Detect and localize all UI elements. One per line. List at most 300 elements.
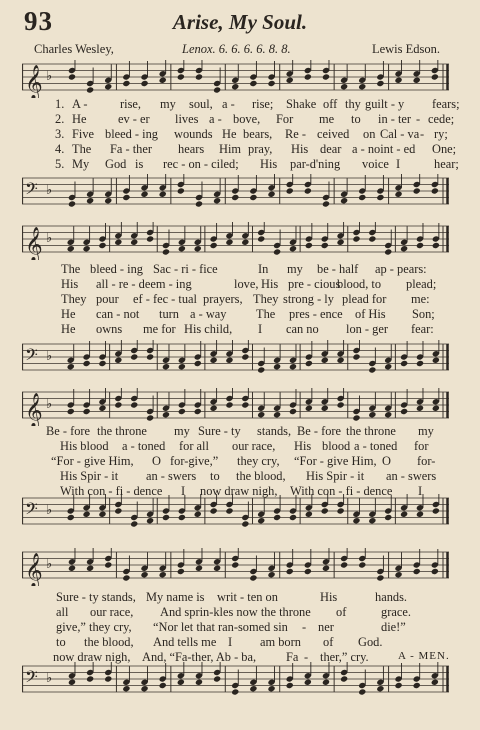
lyric-word: plead; bbox=[406, 277, 437, 291]
note-head bbox=[210, 242, 218, 249]
lyric-word: - bbox=[420, 127, 425, 141]
lyric-word: a - toned bbox=[122, 439, 166, 453]
note-head bbox=[384, 514, 392, 521]
treble-clef-icon: 𝄞 bbox=[25, 66, 43, 98]
lyric-word: Fa - ther bbox=[110, 142, 152, 156]
verse-line bbox=[0, 262, 480, 278]
note-head bbox=[114, 401, 122, 408]
lyric-word: Shake bbox=[286, 97, 317, 111]
note-head bbox=[195, 565, 203, 572]
lyric-word: ner bbox=[318, 620, 334, 634]
note-head bbox=[104, 197, 112, 204]
verse-number: 2. bbox=[55, 112, 65, 126]
note-head bbox=[213, 565, 221, 572]
flat-sign-icon: ♭ bbox=[46, 182, 53, 197]
staff-bass-3 bbox=[22, 494, 449, 532]
lyric-word: my bbox=[418, 424, 434, 438]
note-head bbox=[210, 507, 218, 514]
note-head bbox=[286, 187, 294, 194]
lyric-word: I bbox=[181, 484, 186, 498]
note-head bbox=[194, 245, 202, 252]
lyric-word: me bbox=[319, 112, 335, 126]
note-head bbox=[249, 80, 257, 87]
note-head bbox=[376, 194, 384, 201]
note-head bbox=[340, 83, 348, 90]
note-head bbox=[162, 514, 170, 521]
note-head bbox=[177, 679, 185, 686]
note-head bbox=[225, 357, 233, 364]
note-head bbox=[195, 73, 203, 80]
lyric-word: They bbox=[253, 292, 279, 306]
lyric-word: for- bbox=[417, 454, 436, 468]
note-head bbox=[114, 239, 122, 246]
lyric-word: For bbox=[276, 112, 294, 126]
note-head bbox=[305, 360, 313, 367]
note-head bbox=[376, 685, 384, 692]
lyric-word: soul, bbox=[189, 97, 213, 111]
note-head bbox=[431, 73, 439, 80]
note-head bbox=[322, 73, 330, 80]
note-head bbox=[267, 80, 275, 87]
note-head bbox=[67, 245, 75, 252]
verse-line bbox=[0, 605, 480, 621]
lyric-word: His bbox=[291, 142, 309, 156]
lyric-word: hear; bbox=[434, 157, 459, 171]
bass-clef-icon: 𝄢 bbox=[25, 180, 38, 203]
lyric-word: His bbox=[320, 590, 338, 604]
note-head bbox=[304, 73, 312, 80]
note-head bbox=[400, 360, 408, 367]
note-head bbox=[368, 411, 376, 418]
note-head bbox=[146, 414, 154, 421]
note-head bbox=[177, 73, 185, 80]
lyric-word: They bbox=[61, 292, 87, 306]
lyric-word: my bbox=[287, 262, 303, 276]
note-head bbox=[225, 401, 233, 408]
lyric-word: a - noint - ed bbox=[352, 142, 416, 156]
lyric-word: I bbox=[396, 157, 401, 171]
note-head bbox=[162, 363, 170, 370]
hymn-author: Charles Wesley, bbox=[34, 42, 114, 56]
lyric-word: the throne bbox=[97, 424, 147, 438]
note-head bbox=[130, 353, 138, 360]
lyric-word: My name is bbox=[146, 590, 205, 604]
lyric-word: Be - fore bbox=[297, 424, 342, 438]
note-head bbox=[358, 194, 366, 201]
note-head bbox=[122, 194, 130, 201]
lyric-word: Re - bbox=[285, 127, 306, 141]
note-head bbox=[431, 568, 439, 575]
note-head bbox=[286, 682, 294, 689]
note-head bbox=[352, 517, 360, 524]
note-head bbox=[249, 574, 257, 581]
lyric-word: I bbox=[228, 635, 233, 649]
note-head bbox=[289, 245, 297, 252]
note-head bbox=[159, 682, 167, 689]
note-head bbox=[140, 191, 148, 198]
lyric-word: for bbox=[414, 439, 429, 453]
note-head bbox=[162, 248, 170, 255]
note-head bbox=[400, 408, 408, 415]
note-head bbox=[304, 679, 312, 686]
note-head bbox=[130, 239, 138, 246]
lyric-word: a - toned bbox=[354, 439, 398, 453]
lyric-word: His bbox=[261, 277, 279, 291]
lyric-word: off bbox=[323, 97, 338, 111]
note-head bbox=[98, 511, 106, 518]
note-head bbox=[104, 83, 112, 90]
lyric-word: With con - fi - dence bbox=[290, 484, 393, 498]
note-head bbox=[413, 682, 421, 689]
note-head bbox=[86, 565, 94, 572]
lyric-word: to bbox=[210, 469, 220, 483]
note-head bbox=[340, 561, 348, 568]
lyric-word: to bbox=[351, 112, 361, 126]
lyric-word: for all bbox=[179, 439, 209, 453]
verse-line bbox=[0, 307, 480, 323]
lyric-word: pre - cious bbox=[288, 277, 341, 291]
note-head bbox=[98, 405, 106, 412]
verse-line bbox=[0, 439, 480, 455]
lyric-word: ther,” cry. bbox=[320, 650, 369, 664]
hymn-title: Arise, My Soul. bbox=[172, 10, 308, 34]
note-head bbox=[321, 405, 329, 412]
note-head bbox=[305, 405, 313, 412]
lyric-word: He bbox=[72, 112, 87, 126]
verse-line bbox=[0, 292, 480, 308]
note-head bbox=[394, 77, 402, 84]
lyric-word: And sprin-kles now the throne bbox=[160, 605, 311, 619]
lyric-word: “For - give Him, bbox=[294, 454, 377, 468]
lyric-word: all bbox=[56, 605, 69, 619]
note-head bbox=[322, 200, 330, 207]
lyric-word: of bbox=[336, 605, 347, 619]
note-head bbox=[231, 688, 239, 695]
lyric-word: ef - fec - tual bbox=[133, 292, 197, 306]
note-head bbox=[394, 571, 402, 578]
note-head bbox=[210, 357, 218, 364]
lyric-word: me: bbox=[411, 292, 430, 306]
lyric-word: turn bbox=[159, 307, 179, 321]
staff-bass-2 bbox=[22, 340, 449, 378]
note-head bbox=[146, 353, 154, 360]
lyric-word: in - ter bbox=[378, 112, 412, 126]
verse-number: 5. bbox=[55, 157, 65, 171]
note-head bbox=[257, 366, 265, 373]
lyric-word: His Spir - it bbox=[306, 469, 365, 483]
bass-clef-icon: 𝄢 bbox=[25, 346, 38, 369]
note-head bbox=[83, 408, 91, 415]
lyric-word: pray, bbox=[248, 142, 273, 156]
note-head bbox=[304, 568, 312, 575]
lyric-word: is bbox=[135, 157, 144, 171]
note-head bbox=[241, 353, 249, 360]
lyric-word: I bbox=[418, 484, 423, 498]
note-head bbox=[241, 239, 249, 246]
lyric-word: The bbox=[72, 142, 92, 156]
note-head bbox=[321, 357, 329, 364]
lyric-word: lives bbox=[175, 112, 199, 126]
lyric-word: dear bbox=[320, 142, 342, 156]
lyric-word: His child, bbox=[184, 322, 233, 336]
verse-line bbox=[0, 454, 480, 470]
note-head bbox=[267, 571, 275, 578]
note-head bbox=[146, 235, 154, 242]
note-head bbox=[67, 363, 75, 370]
lyric-word: an - swers bbox=[146, 469, 197, 483]
note-head bbox=[368, 235, 376, 242]
lyric-word: Be - fore bbox=[46, 424, 91, 438]
lyric-word: bleed - ing bbox=[90, 262, 143, 276]
lyric-word: Sac - ri - fice bbox=[153, 262, 218, 276]
note-head bbox=[195, 200, 203, 207]
note-head bbox=[286, 77, 294, 84]
lyric-word: ev - er bbox=[118, 112, 150, 126]
lyric-word: blood bbox=[322, 439, 351, 453]
note-head bbox=[352, 353, 360, 360]
note-head bbox=[432, 507, 440, 514]
note-head bbox=[104, 675, 112, 682]
note-head bbox=[159, 571, 167, 578]
note-head bbox=[416, 405, 424, 412]
hymn-tune: Lenox. 6. 6. 6. 6. 8. 8. bbox=[182, 42, 291, 56]
lyric-word: now draw nigh, bbox=[200, 484, 278, 498]
lyric-word: “Nor let that ran-somed sin bbox=[153, 620, 288, 634]
note-head bbox=[68, 679, 76, 686]
note-head bbox=[431, 679, 439, 686]
lyric-word: O bbox=[152, 454, 161, 468]
staff-treble-3 bbox=[22, 388, 449, 426]
lyric-word: He bbox=[61, 322, 76, 336]
note-head bbox=[305, 511, 313, 518]
verse-line bbox=[0, 127, 480, 143]
lyric-word: With con - fi - dence bbox=[60, 484, 163, 498]
lyric-word: - bbox=[302, 620, 307, 634]
lyric-word: a - bbox=[222, 97, 235, 111]
note-head bbox=[322, 565, 330, 572]
lyric-word: our race, bbox=[90, 605, 134, 619]
note-head bbox=[257, 517, 265, 524]
lyric-word: God bbox=[105, 157, 127, 171]
note-head bbox=[146, 517, 154, 524]
note-head bbox=[273, 248, 281, 255]
lyric-word: God. bbox=[358, 635, 383, 649]
verse-number: 1. bbox=[55, 97, 65, 111]
note-head bbox=[67, 514, 75, 521]
note-head bbox=[413, 187, 421, 194]
lyric-word: our race, bbox=[232, 439, 276, 453]
lyric-word: His bbox=[294, 439, 312, 453]
treble-clef-icon: 𝄞 bbox=[25, 554, 43, 586]
note-head bbox=[178, 408, 186, 415]
staff-treble-2 bbox=[22, 222, 449, 260]
note-head bbox=[432, 242, 440, 249]
note-head bbox=[289, 408, 297, 415]
lyric-word: And, “Fa-ther, Ab - ba, bbox=[142, 650, 257, 664]
lyric-word: the blood, bbox=[84, 635, 134, 649]
lyric-word: a - bbox=[209, 112, 222, 126]
lyric-word: bleed - ing bbox=[105, 127, 158, 141]
note-head bbox=[213, 197, 221, 204]
flat-sign-icon: ♭ bbox=[46, 502, 53, 517]
lyric-word: In bbox=[258, 262, 269, 276]
note-head bbox=[114, 357, 122, 364]
note-head bbox=[122, 685, 130, 692]
verse-line bbox=[0, 590, 480, 606]
treble-clef-icon: 𝄞 bbox=[25, 394, 43, 426]
note-head bbox=[400, 511, 408, 518]
lyric-word: Cal - va bbox=[380, 127, 420, 141]
note-head bbox=[337, 239, 345, 246]
lyric-word: me for bbox=[143, 322, 176, 336]
note-head bbox=[225, 239, 233, 246]
lyric-word: pour bbox=[96, 292, 119, 306]
lyric-word: rec - on - ciled; bbox=[163, 157, 239, 171]
note-head bbox=[249, 685, 257, 692]
hymn-composer: Lewis Edson. bbox=[371, 42, 440, 56]
note-head bbox=[114, 507, 122, 514]
verse-number: 3. bbox=[55, 127, 65, 141]
lyric-word: prayers, bbox=[203, 292, 243, 306]
lyric-word: rise, bbox=[120, 97, 141, 111]
verse-line bbox=[0, 97, 480, 113]
staff-bass-4 bbox=[22, 662, 449, 700]
note-head bbox=[231, 83, 239, 90]
lyric-word: pres - ence bbox=[289, 307, 343, 321]
bass-clef-icon: 𝄢 bbox=[25, 500, 38, 523]
flat-sign-icon: ♭ bbox=[46, 230, 53, 245]
lyric-word: fears; bbox=[432, 97, 460, 111]
note-head bbox=[83, 360, 91, 367]
note-head bbox=[286, 568, 294, 575]
lyric-word: hears bbox=[178, 142, 205, 156]
note-head bbox=[340, 197, 348, 204]
lyric-word: die!” bbox=[381, 620, 406, 634]
lyric-word: Sure - ty stands, bbox=[56, 590, 136, 604]
note-head bbox=[337, 357, 345, 364]
lyric-word: Five bbox=[72, 127, 95, 141]
note-head bbox=[384, 411, 392, 418]
flat-sign-icon: ♭ bbox=[46, 670, 53, 685]
lyric-word: rise; bbox=[252, 97, 274, 111]
bass-clef-icon: 𝄢 bbox=[25, 668, 38, 691]
note-head bbox=[376, 80, 384, 87]
note-head bbox=[86, 675, 94, 682]
lyric-word: strong - ly bbox=[283, 292, 334, 306]
lyric-word: voice bbox=[362, 157, 389, 171]
note-head bbox=[213, 675, 221, 682]
note-head bbox=[130, 401, 138, 408]
note-head bbox=[249, 194, 257, 201]
note-head bbox=[431, 187, 439, 194]
note-head bbox=[321, 507, 329, 514]
flat-sign-icon: ♭ bbox=[46, 556, 53, 571]
flat-sign-icon: ♭ bbox=[46, 396, 53, 411]
note-head bbox=[257, 411, 265, 418]
note-head bbox=[177, 187, 185, 194]
lyric-word: grace. bbox=[381, 605, 411, 619]
note-head bbox=[140, 80, 148, 87]
lyric-word: can - not bbox=[96, 307, 140, 321]
note-head bbox=[358, 83, 366, 90]
note-head bbox=[384, 248, 392, 255]
note-head bbox=[305, 242, 313, 249]
lyric-word: my bbox=[160, 97, 176, 111]
lyric-word: plead for bbox=[342, 292, 387, 306]
lyric-word: lon - ger bbox=[346, 322, 388, 336]
note-head bbox=[194, 511, 202, 518]
note-head bbox=[67, 408, 75, 415]
note-head bbox=[368, 517, 376, 524]
lyric-word: love, bbox=[234, 277, 259, 291]
verse-line bbox=[0, 635, 480, 651]
note-head bbox=[213, 86, 221, 93]
verse-line bbox=[0, 322, 480, 338]
note-head bbox=[104, 561, 112, 568]
lyric-word: I bbox=[258, 322, 263, 336]
lyric-word: bove, bbox=[233, 112, 261, 126]
note-head bbox=[416, 511, 424, 518]
lyric-word: guilt - y bbox=[365, 97, 405, 111]
lyric-word: the blood, bbox=[236, 469, 286, 483]
note-head bbox=[225, 507, 233, 514]
treble-clef-icon: 𝄞 bbox=[25, 228, 43, 260]
note-head bbox=[194, 408, 202, 415]
verse-line bbox=[0, 142, 480, 158]
lyric-word: My bbox=[72, 157, 90, 171]
lyric-word: they cry, bbox=[237, 454, 280, 468]
lyric-word: blood, to bbox=[337, 277, 382, 291]
lyric-word: ry; bbox=[434, 127, 448, 141]
lyric-word: The bbox=[61, 262, 81, 276]
lyric-word: be - half bbox=[317, 262, 359, 276]
note-head bbox=[68, 565, 76, 572]
lyric-word: now draw nigh, bbox=[53, 650, 131, 664]
staff-treble-4 bbox=[22, 548, 449, 586]
lyric-word: A - bbox=[72, 97, 88, 111]
hymn-meta bbox=[34, 42, 440, 58]
note-head bbox=[122, 574, 130, 581]
lyric-word: The bbox=[256, 307, 276, 321]
note-head bbox=[394, 191, 402, 198]
note-head bbox=[376, 574, 384, 581]
staff-treble-1 bbox=[22, 60, 449, 98]
note-head bbox=[289, 514, 297, 521]
note-head bbox=[86, 86, 94, 93]
lyric-word: for-give,” bbox=[170, 454, 219, 468]
note-head bbox=[130, 520, 138, 527]
note-head bbox=[98, 360, 106, 367]
lyric-word: ceived bbox=[317, 127, 350, 141]
note-head bbox=[159, 77, 167, 84]
note-head bbox=[83, 245, 91, 252]
lyric-word: His bbox=[260, 157, 278, 171]
note-head bbox=[231, 194, 239, 201]
note-head bbox=[340, 675, 348, 682]
note-head bbox=[86, 197, 94, 204]
lyric-word: One; bbox=[432, 142, 457, 156]
note-head bbox=[321, 242, 329, 249]
lyric-word: par-d'ning bbox=[290, 157, 341, 171]
lyric-word: my bbox=[174, 424, 190, 438]
note-head bbox=[68, 200, 76, 207]
verse-line bbox=[0, 277, 480, 293]
verse-line bbox=[0, 112, 480, 128]
lyric-word: on bbox=[363, 127, 376, 141]
lyric-word: all - re - deem - ing bbox=[96, 277, 192, 291]
note-head bbox=[289, 363, 297, 370]
lyric-word: cede; bbox=[428, 112, 455, 126]
